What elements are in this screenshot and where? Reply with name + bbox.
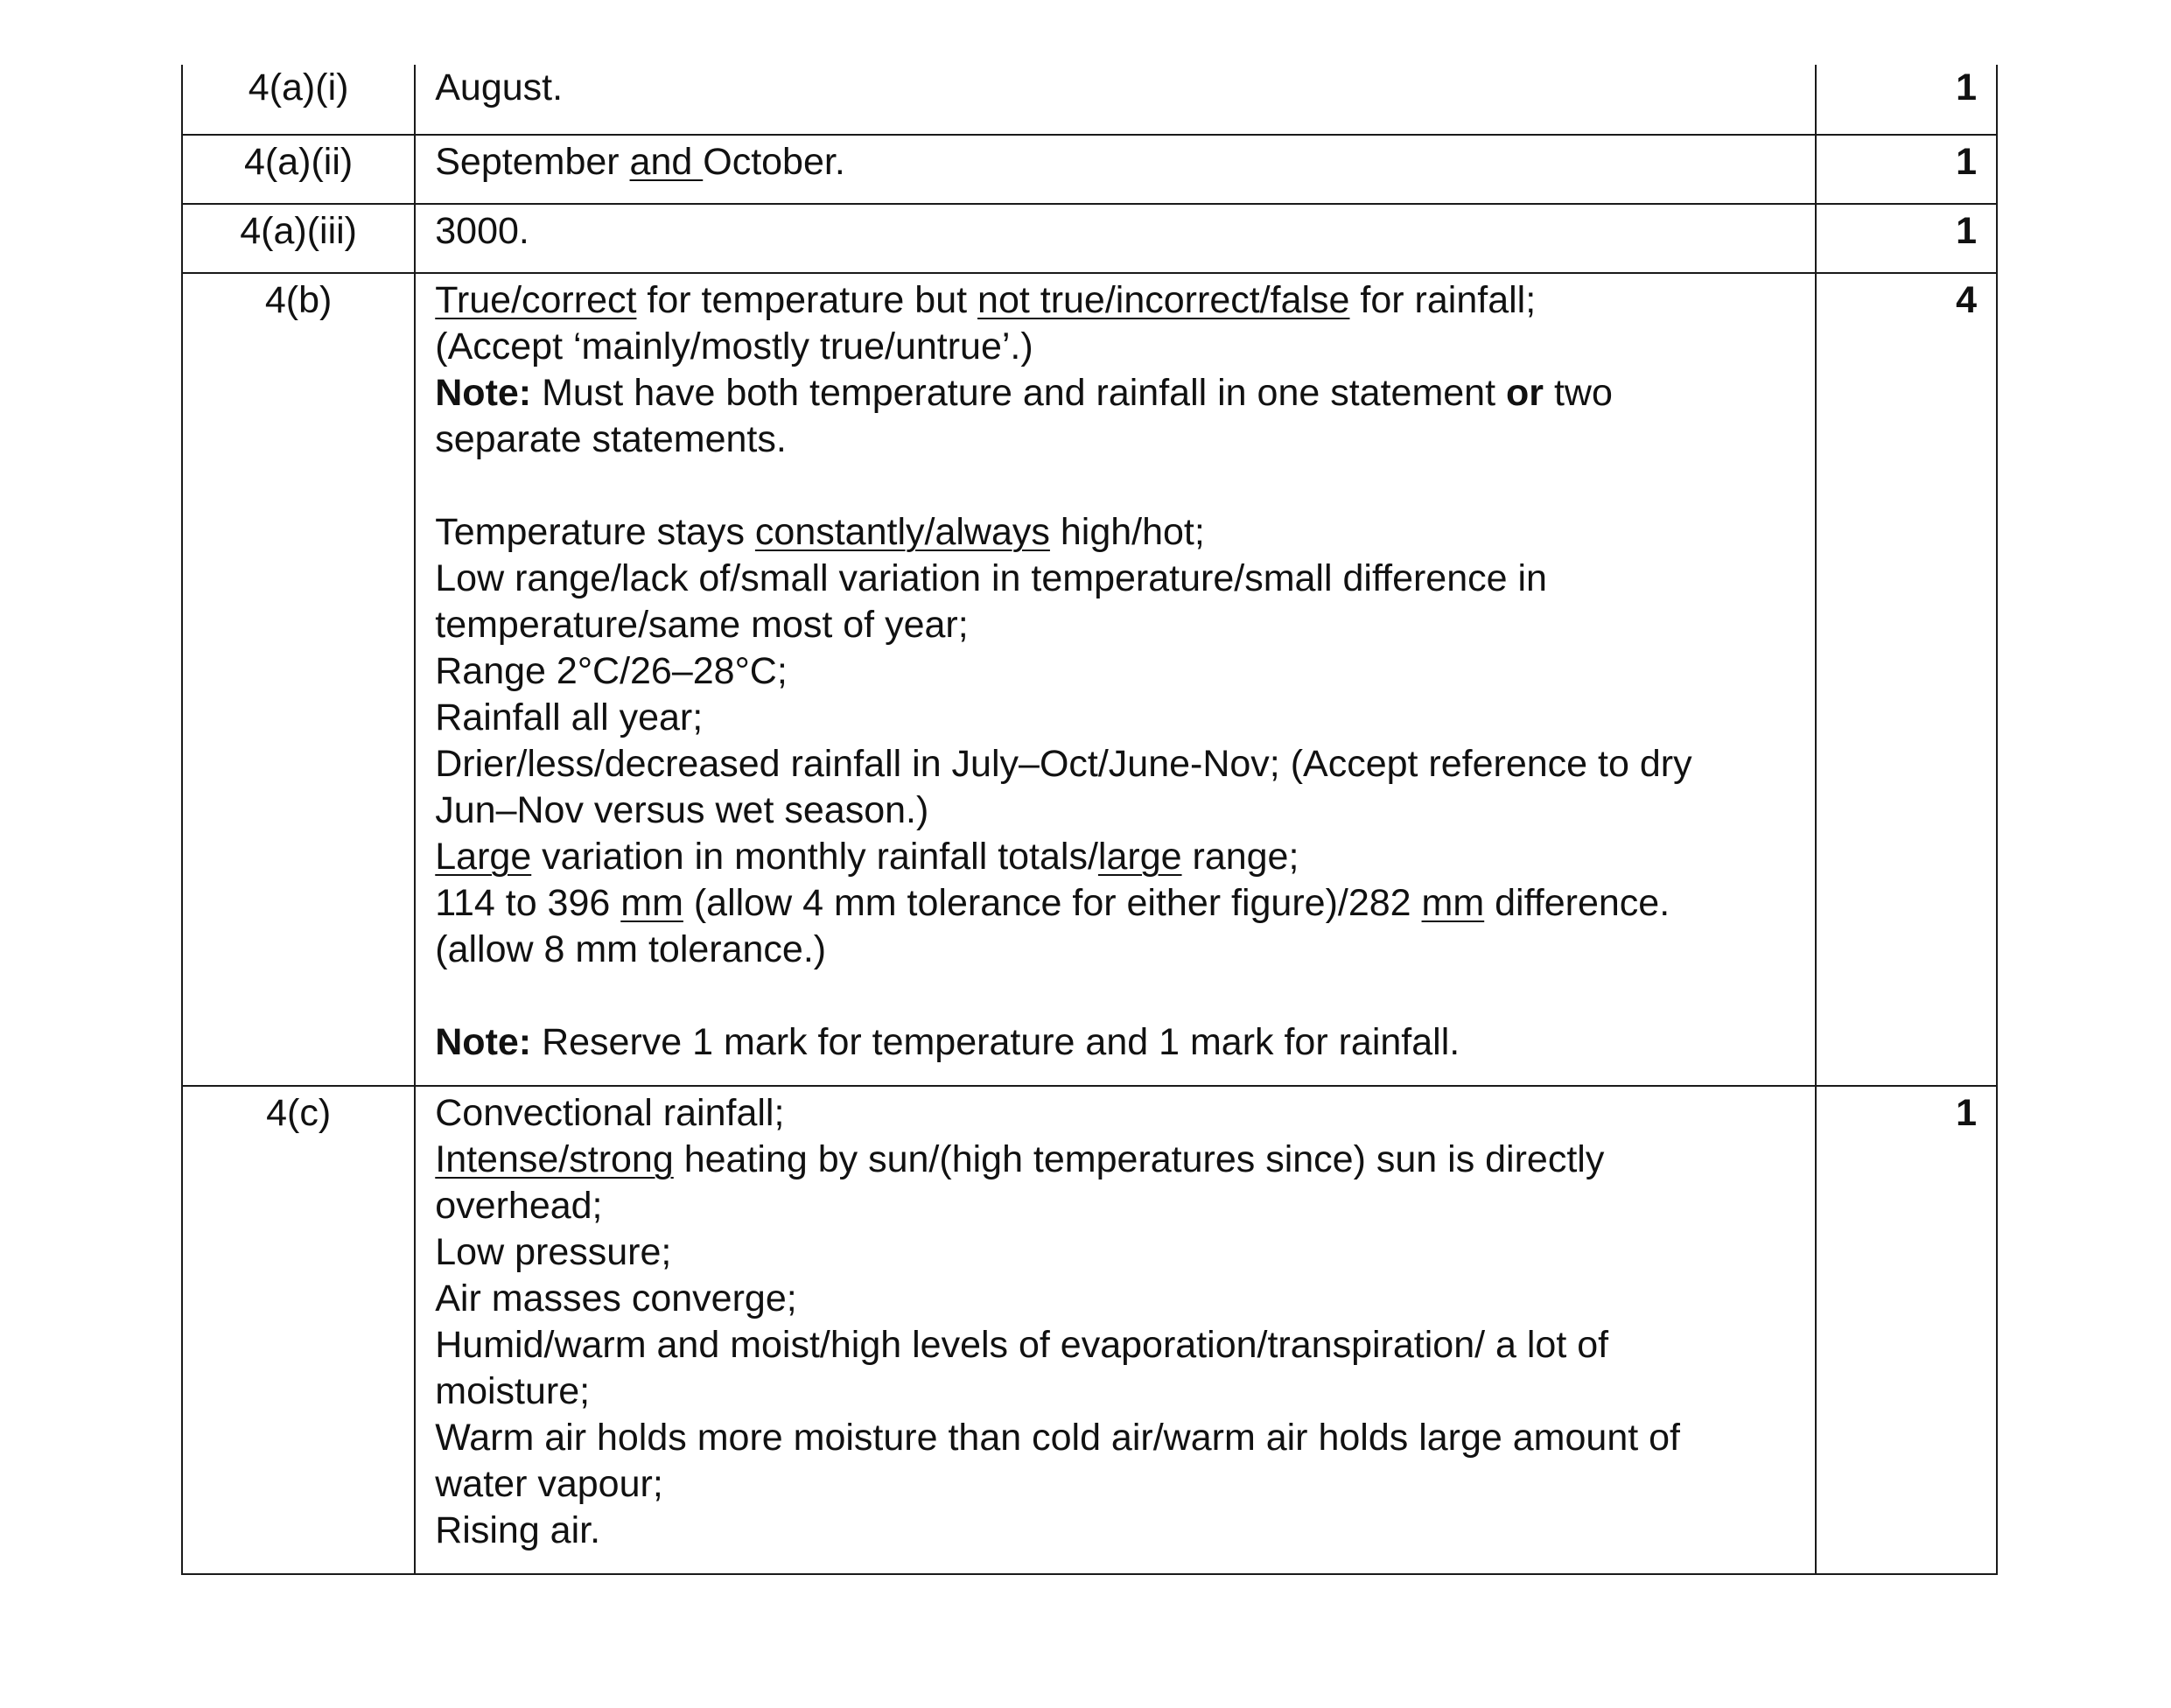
answer-text: Humid/warm and moist/high levels of evaporation/transpiration/ a lot of — [435, 1324, 1609, 1366]
answer-line — [435, 648, 1801, 695]
underlined-text: constantly/always — [754, 511, 1050, 553]
answer-text: October. — [703, 141, 845, 183]
answer-line — [435, 788, 1801, 834]
answer-line — [435, 695, 1801, 741]
answer-line — [435, 277, 1801, 324]
answer-text: (allow 4 mm tolerance for either figure)/282 — [683, 882, 1422, 924]
underlined-text: large — [1097, 836, 1182, 878]
answer-line — [435, 1183, 1801, 1229]
underlined-text: not true/incorrect/false — [977, 279, 1350, 321]
question-number: 4(a)(i) — [182, 65, 415, 135]
answer-text: Warm air holds more moisture than cold air/warm air holds large amount of — [435, 1417, 1680, 1459]
answer-text: 114 to 396 — [435, 882, 621, 924]
answer-text: for rainfall; — [1349, 279, 1537, 321]
question-number: 4(a)(iii) — [182, 204, 415, 273]
underlined-text: and — [629, 141, 704, 183]
answer-text: moisture; — [435, 1370, 591, 1412]
marks-value: 1 — [1816, 204, 1997, 273]
answer-text: temperature/same most of year; — [435, 604, 969, 646]
table-row — [182, 1086, 1997, 1574]
question-number: 4(a)(ii) — [182, 135, 415, 204]
answer-line — [435, 556, 1801, 602]
answer-text: Range 2°C/26–28°C; — [435, 650, 788, 692]
answer-line — [435, 65, 1801, 111]
table-row — [182, 204, 1997, 273]
answer-cell — [415, 1086, 1816, 1574]
answer-text: Rising air. — [435, 1509, 601, 1551]
answer-line — [435, 416, 1801, 463]
bold-text: Note: — [435, 1021, 532, 1063]
answer-text: heating by sun/(high temperatures since) sun is directly — [673, 1138, 1605, 1180]
bold-text: or — [1506, 372, 1544, 414]
answer-text: Drier/less/decreased rainfall in July–Oct/June-Nov; (Accept reference to dry — [435, 743, 1692, 785]
answer-cell — [415, 273, 1816, 1086]
answer-line — [435, 1137, 1801, 1183]
answer-cell — [415, 65, 1816, 135]
answer-line — [435, 1461, 1801, 1508]
answer-text: Temperature stays — [435, 511, 755, 553]
answer-line — [435, 834, 1801, 880]
answer-text: difference. — [1484, 882, 1670, 924]
answer-line — [435, 1090, 1801, 1137]
marks-value: 4 — [1816, 273, 1997, 1086]
answer-cell — [415, 135, 1816, 204]
underlined-text: mm — [620, 882, 683, 924]
answer-line — [435, 1019, 1801, 1066]
answer-line — [435, 1276, 1801, 1322]
underlined-text: Intense/strong — [435, 1138, 674, 1180]
answer-line — [435, 139, 1801, 186]
marks-value: 1 — [1816, 65, 1997, 135]
underlined-text: Large — [435, 836, 532, 878]
question-number: 4(c) — [182, 1086, 415, 1574]
answer-text: (allow 8 mm tolerance.) — [435, 928, 827, 970]
answer-text: Low range/lack of/small variation in temperature/small difference in — [435, 557, 1547, 599]
table-row — [182, 273, 1997, 1086]
answer-line — [435, 1322, 1801, 1368]
answer-line — [435, 1368, 1801, 1415]
underlined-text: mm — [1421, 882, 1485, 924]
answer-line — [435, 602, 1801, 648]
answer-cell — [415, 204, 1816, 273]
marks-value: 1 — [1816, 1086, 1997, 1574]
blank-line — [435, 973, 1801, 1019]
answer-text: Low pressure; — [435, 1231, 672, 1273]
answer-text: water vapour; — [435, 1463, 663, 1505]
mark-scheme-body — [182, 65, 1997, 1574]
answer-text: range; — [1181, 836, 1299, 878]
answer-text: Jun–Nov versus wet season.) — [435, 789, 929, 831]
answer-line — [435, 1415, 1801, 1461]
answer-text: August. — [435, 66, 564, 108]
marks-value: 1 — [1816, 135, 1997, 204]
answer-text: Must have both temperature and rainfall in one statement — [531, 372, 1506, 414]
underlined-text: True/correct — [435, 279, 637, 321]
answer-line — [435, 324, 1801, 370]
answer-text: 3000. — [435, 210, 529, 252]
answer-text: high/hot; — [1049, 511, 1205, 553]
answer-line — [435, 370, 1801, 416]
answer-line — [435, 880, 1801, 927]
answer-text: Rainfall all year; — [435, 696, 704, 738]
bold-text: Note: — [435, 372, 532, 414]
question-number: 4(b) — [182, 273, 415, 1086]
table-row — [182, 135, 1997, 204]
mark-scheme-table — [181, 65, 1998, 1575]
answer-text: (Accept ‘mainly/mostly true/untrue’.) — [435, 326, 1033, 368]
answer-line — [435, 927, 1801, 973]
answer-text: overhead; — [435, 1185, 603, 1227]
table-row — [182, 65, 1997, 135]
answer-line — [435, 741, 1801, 788]
answer-text: Reserve 1 mark for temperature and 1 mark for rainfall. — [531, 1021, 1460, 1063]
answer-text: Convectional rainfall; — [435, 1092, 785, 1134]
answer-text: two — [1544, 372, 1613, 414]
answer-text: separate statements. — [435, 418, 787, 460]
answer-line — [435, 1508, 1801, 1554]
answer-text: September — [435, 141, 630, 183]
answer-text: variation in monthly rainfall totals/ — [531, 836, 1098, 878]
answer-text: Air masses converge; — [435, 1278, 797, 1320]
blank-line — [435, 463, 1801, 509]
answer-text: for temperature but — [636, 279, 978, 321]
answer-line — [435, 509, 1801, 556]
answer-line — [435, 208, 1801, 255]
answer-line — [435, 1229, 1801, 1276]
